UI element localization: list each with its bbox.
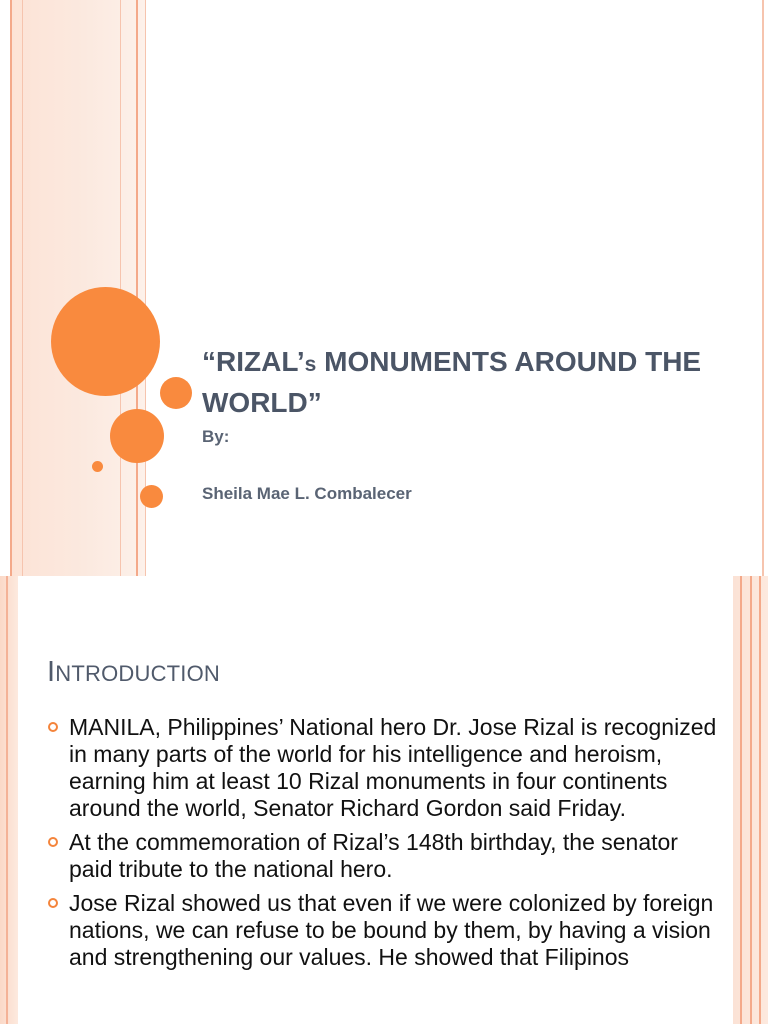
decorative-rule bbox=[22, 0, 23, 576]
list-item bbox=[47, 890, 717, 971]
orange-ring-bullet-icon bbox=[48, 722, 58, 732]
decorative-circle-dot bbox=[92, 461, 103, 472]
decorative-rule bbox=[740, 576, 742, 1024]
by-label: By: bbox=[202, 427, 230, 446]
decorative-circle-medium bbox=[110, 409, 164, 463]
decorative-rule bbox=[136, 0, 138, 576]
decorative-circle-small bbox=[160, 377, 192, 409]
decorative-rule bbox=[6, 576, 8, 1024]
decorative-stripe-band bbox=[10, 0, 145, 576]
orange-ring-bullet-icon bbox=[48, 898, 58, 908]
decorative-rule bbox=[759, 576, 761, 1024]
list-item bbox=[47, 829, 717, 883]
decorative-rule bbox=[762, 0, 764, 576]
bullet-text: Jose Rizal showed us that even if we were colonized by foreign nations, we can refuse to be bound by them, by having a vision and strengthening our values. He showed that Filipinos bbox=[69, 890, 714, 970]
bullet-text: MANILA, Philippines’ National hero Dr. Jose Rizal is recognized in many parts of the world for his intelligence and heroism, earning him at least 10 Rizal monuments in four continents around the world, Senator Richard Gordon said Friday. bbox=[69, 714, 717, 821]
bullet-text: At the commemoration of Rizal’s 148th birthday, the senator paid tribute to the national hero. bbox=[69, 829, 678, 882]
decorative-circle-small bbox=[140, 485, 163, 508]
author-name: Sheila Mae L. Combalecer bbox=[202, 484, 412, 503]
decorative-rule bbox=[10, 0, 12, 576]
decorative-circle-large bbox=[51, 287, 160, 396]
decorative-stripe-band bbox=[0, 576, 18, 1024]
slide-title: “RIZAL’s MONUMENTS AROUND THE WORLD” bbox=[202, 346, 702, 418]
decorative-rule bbox=[120, 0, 121, 576]
bullet-list bbox=[47, 714, 717, 978]
introduction-slide bbox=[0, 576, 768, 1024]
list-item bbox=[47, 714, 717, 822]
orange-ring-bullet-icon bbox=[48, 837, 58, 847]
decorative-rule bbox=[750, 576, 752, 1024]
section-heading: INTRODUCTION bbox=[47, 656, 221, 688]
